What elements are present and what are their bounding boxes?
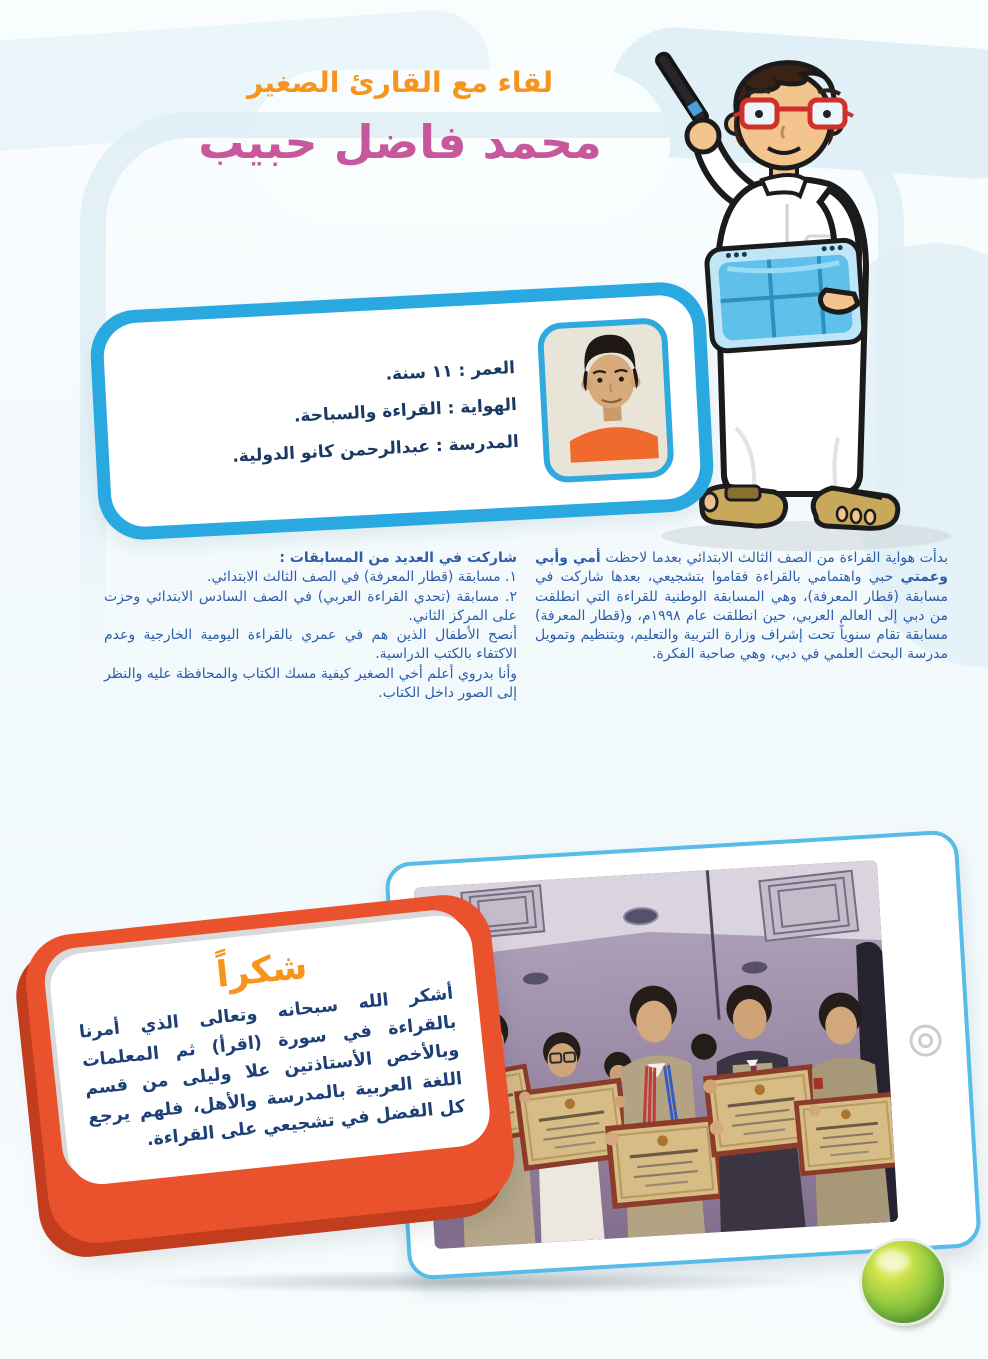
competition-item-2: ٢. مسابقة (تحدي القراءة العربي) في الصف السادس الابتدائي وحزت على المركز الثاني. <box>104 588 517 624</box>
competition-item-1: ١. مسابقة (قطار المعرفة) في الصف الثالث الابتدائي. <box>207 569 517 586</box>
profile-school-line: المدرسة : عبدالرحمن كانو الدولية. <box>231 431 520 467</box>
pen-icon <box>655 51 709 125</box>
intro-text-start: بدأت هواية القراءة من الصف الثالث الابتدائي بعدما لاحظت <box>600 550 949 566</box>
thanks-card-inner <box>47 912 493 1187</box>
article-header <box>190 66 610 169</box>
competitions-heading: شاركت في العديد من المسابقات : <box>279 550 517 566</box>
profile-info-lines <box>130 350 519 481</box>
thanks-card <box>21 890 519 1247</box>
profile-hobby-line: الهواية : القراءة والسباحة. <box>293 394 518 427</box>
profile-card <box>88 280 715 542</box>
reader-photo <box>537 317 675 484</box>
advice-paragraph: أنصح الأطفال الذين هم في عمري بالقراءة اليومية الخارجية وعدم الاكتفاء بالكتب الدراسية. <box>104 627 517 663</box>
article-body-columns <box>104 549 948 703</box>
intro-paragraph <box>535 549 948 665</box>
profile-card-inner <box>102 294 702 529</box>
intro-text-end: حبي واهتمامي بالقراءة فقاموا بتشجيعي، بعدها شاركت في مسابقة (قطار المعرفة)، وهي المسابقة الوطنية للقراءة التي انطلقت من دبي إلى العالم العربي، حين انطلقت عام ١٩٩٨م، و(قطار المعرفة) مسابقة تقام سنوياً تحت إشراف وزارة التربية والتعليم، وبتنظيم وتمويل مدرسة البحث العلمي في دبي، وهي صاحبة الفكرة. <box>535 569 948 663</box>
competitions-column <box>104 549 517 703</box>
green-ball-decoration <box>862 1241 944 1323</box>
reader-portrait-svg <box>555 323 668 464</box>
intro-bold-family: أمي وأبي وعمتي <box>535 550 948 586</box>
section-kicker: لقاء مع القارئ الصغير <box>246 66 554 99</box>
thanks-body: أشكر الله سبحانه وتعالى الذي أمرنا بالقراءة في سورة (اقرأ) ثم المعلمات وبالأخص الأستاذتين علا وليلى من قسم اللغة العربية بالمدرسة والأهل، فلهم يرجع كل الفضل في تشجيعي على القراءة. <box>78 983 467 1151</box>
reader-name-title: محمد فاضل حبيب <box>198 115 602 169</box>
profile-age-line: العمر : ١١ سنة. <box>385 357 516 385</box>
tablet-home-button-icon <box>909 1024 943 1058</box>
closing-paragraph: وأنا بدروي أعلم أخي الصغير كيفية مسك الكتاب والمحافظة عليه والنظر إلى الصور داخل الكتاب. <box>104 665 517 702</box>
intro-column <box>535 549 948 703</box>
thanks-title: شكراً <box>214 945 310 996</box>
